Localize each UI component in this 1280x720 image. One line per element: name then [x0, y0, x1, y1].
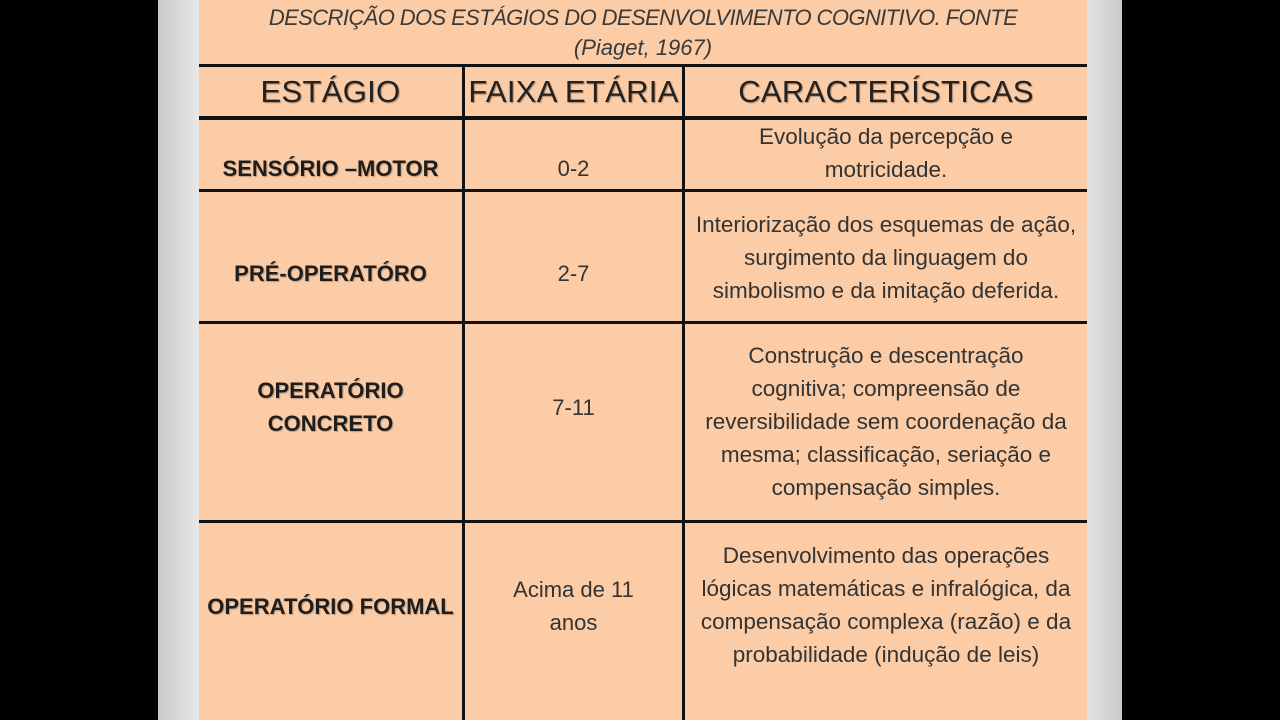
- table-panel: [199, 0, 1087, 720]
- table-title: [199, 0, 1087, 64]
- row-1-stage: SENSÓRIO –MOTOR: [222, 155, 439, 181]
- row-2-characteristics: Interiorização dos esquemas de ação, surgimento da linguagem do simbolismo e da imitação deferida.: [695, 211, 1077, 303]
- row-1-characteristics: Evolução da percepção e motricidade.: [759, 124, 1013, 182]
- header-stage: ESTÁGIO: [260, 73, 401, 109]
- title-line-2: (Piaget, 1967): [573, 35, 713, 60]
- title-line-1: DESCRIÇÃO DOS ESTÁGIOS DO DESENVOLVIMENTO COGNITIVO. FONTE: [268, 5, 1018, 30]
- row-3-stage: OPERATÓRIO CONCRETO: [257, 378, 404, 436]
- row-4-age: Acima de 11 anos: [513, 577, 634, 635]
- row-4-characteristics: Desenvolvimento das operações lógicas matemáticas e infralógica, da compensação complexa (razão) e da probabilidade (indução de leis): [700, 543, 1072, 667]
- row-3-age: 7-11: [552, 394, 595, 420]
- header-age: FAIXA ETÁRIA: [468, 73, 679, 109]
- slide-background: [158, 0, 1122, 720]
- row-3-characteristics: Construção e descentração cognitiva; compreensão de reversibilidade sem coordenação da mesma; classificação, seriação e compensação simples.: [705, 342, 1067, 500]
- row-1-age: 0-2: [557, 155, 590, 181]
- row-2-stage: PRÉ-OPERATÓRO: [234, 260, 427, 286]
- row-2-age: 2-7: [557, 260, 590, 286]
- header-characteristics: CARACTERÍSTICAS: [738, 73, 1034, 109]
- row-4-stage: OPERATÓRIO FORMAL: [207, 593, 454, 619]
